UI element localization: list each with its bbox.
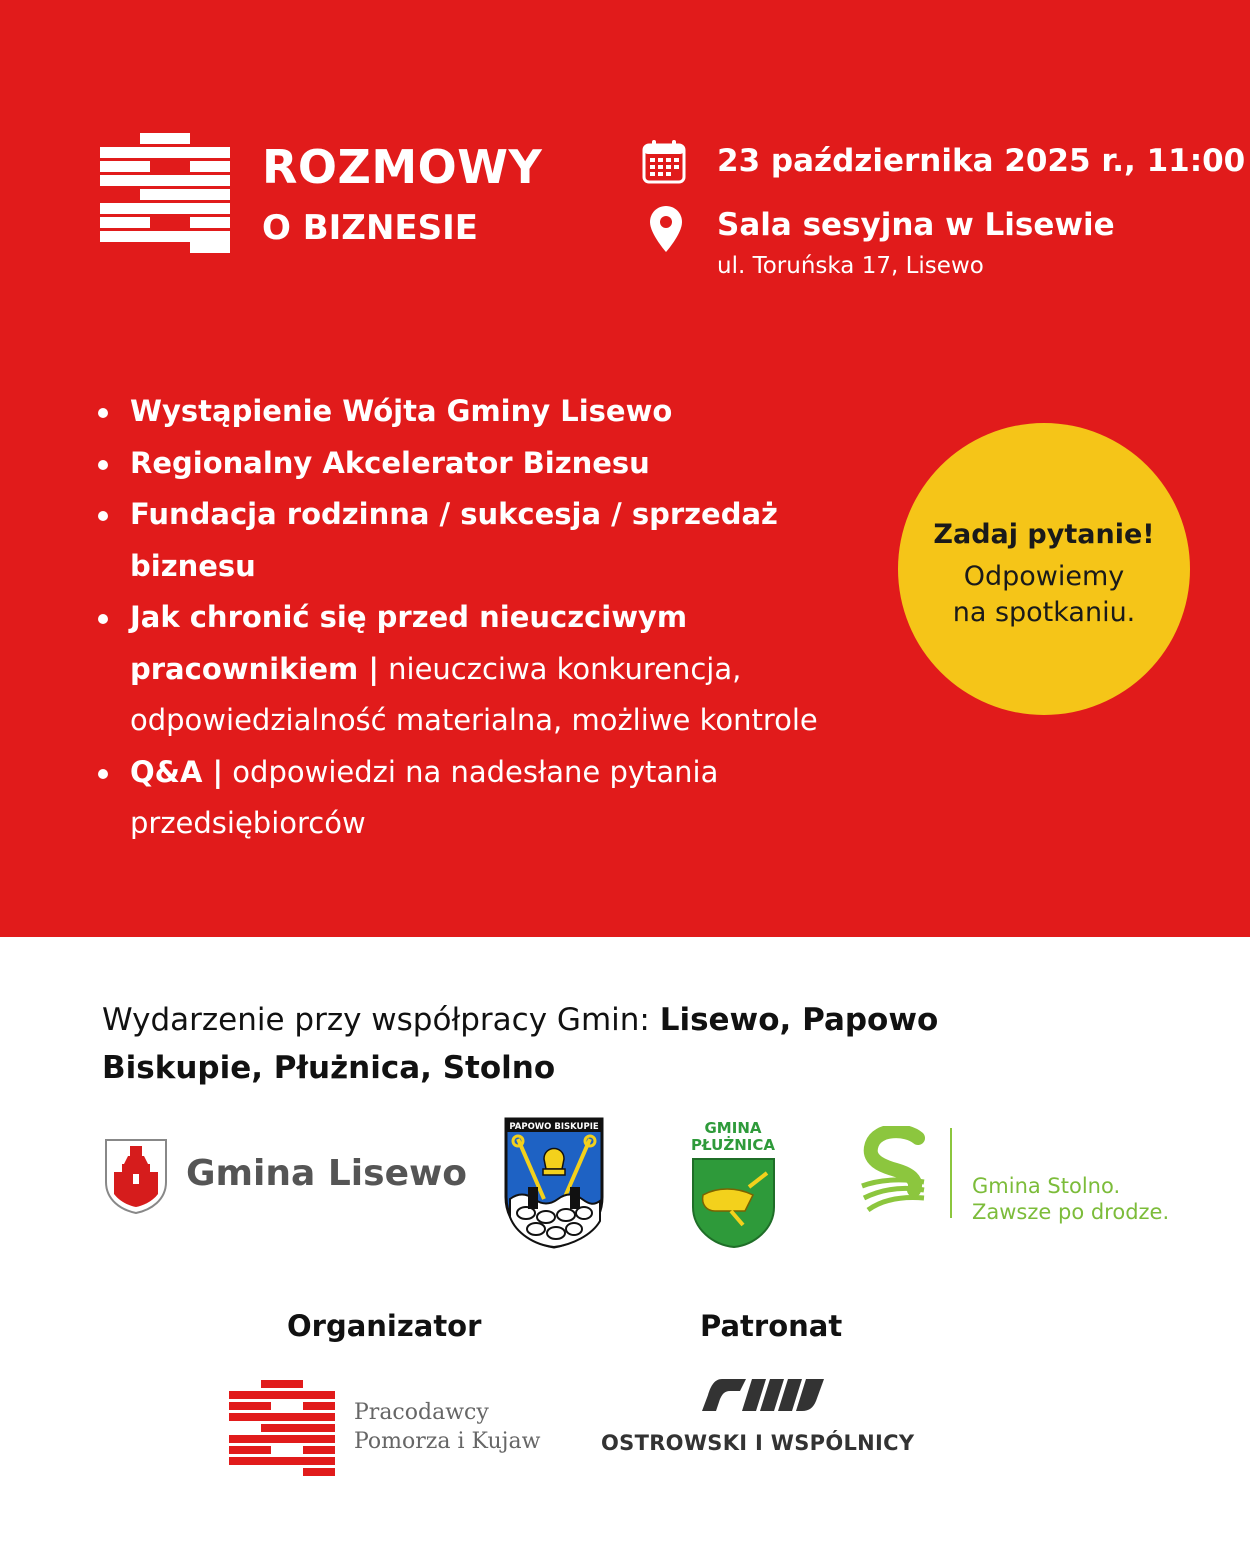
bubble-text	[898, 559, 1190, 631]
brand-subtitle: O BIZNESIE	[262, 208, 479, 248]
agenda-item-detail: nieuczciwa konkurencja, odpowiedzialność materialna, możliwe kontrole	[130, 651, 818, 737]
patron-heading: Patronat	[700, 1309, 843, 1343]
bubble-line: Odpowiemy	[963, 561, 1125, 592]
agenda-item	[96, 592, 886, 747]
stolno-divider	[950, 1128, 952, 1218]
stripes-logo-icon	[100, 133, 230, 253]
cooperation-intro: Wydarzenie przy współpracy Gmin:	[102, 1002, 650, 1038]
cooperation-text	[102, 996, 982, 1092]
agenda-item-title: Regionalny Akcelerator Biznesu	[130, 445, 650, 480]
papowo-biskupie-coat-of-arms-icon	[504, 1117, 604, 1249]
calendar-icon	[641, 139, 687, 185]
agenda-item-detail: odpowiedzi na nadesłane pytania przedsiębiorców	[130, 754, 719, 840]
agenda-item	[96, 386, 886, 438]
agenda-list	[96, 386, 886, 850]
organizer-heading: Organizator	[287, 1309, 482, 1343]
organizer-name-line2: Pomorza i Kujaw	[354, 1429, 541, 1454]
agenda-item	[96, 489, 886, 592]
agenda-item-title: Q&A |	[130, 754, 224, 789]
agenda-item-title: Fundacja rodzinna / sukcesja / sprzedaż biznesu	[130, 497, 778, 583]
event-venue: Sala sesyjna w Lisewie	[717, 207, 1115, 243]
event-date: 23 października 2025 r., 11:00	[717, 143, 1246, 179]
brand-title: ROZMOWY	[262, 140, 543, 194]
stolno-logo-icon	[858, 1126, 930, 1220]
lisewo-coat-of-arms-icon	[104, 1138, 168, 1214]
organizer-stripes-logo-icon	[229, 1380, 335, 1476]
stolno-label-line2: Zawsze po drodze.	[972, 1200, 1170, 1224]
question-bubble	[898, 423, 1190, 715]
agenda-item-title: Jak chronić się przed nieuczciwym pracownikiem |	[130, 600, 688, 686]
stolno-label-line1: Gmina Stolno.	[972, 1174, 1121, 1198]
pluznica-label-line1: GMINA	[704, 1119, 762, 1137]
patron-logo-icon	[700, 1375, 826, 1415]
agenda-item	[96, 438, 886, 490]
organizer-name-line1: Pracodawcy	[354, 1400, 489, 1425]
pluznica-coat-of-arms-icon	[691, 1157, 776, 1249]
papowo-label: PAPOWO BISKUPIE	[509, 1122, 599, 1132]
location-pin-icon	[649, 205, 683, 253]
bubble-title: Zadaj pytanie!	[933, 519, 1155, 550]
pluznica-label-line2: PŁUŻNICA	[691, 1136, 775, 1154]
agenda-item-title: Wystąpienie Wójta Gminy Lisewo	[130, 394, 673, 428]
agenda-item	[96, 747, 886, 850]
event-address: ul. Toruńska 17, Lisewo	[717, 253, 984, 279]
cooperation-gminas: Lisewo, Papowo Biskupie, Płużnica, Stolno	[102, 1002, 939, 1086]
patron-name: OSTROWSKI I WSPÓLNICY	[601, 1431, 915, 1455]
lisewo-label: Gmina Lisewo	[186, 1153, 467, 1194]
bubble-line: na spotkaniu.	[952, 597, 1136, 628]
